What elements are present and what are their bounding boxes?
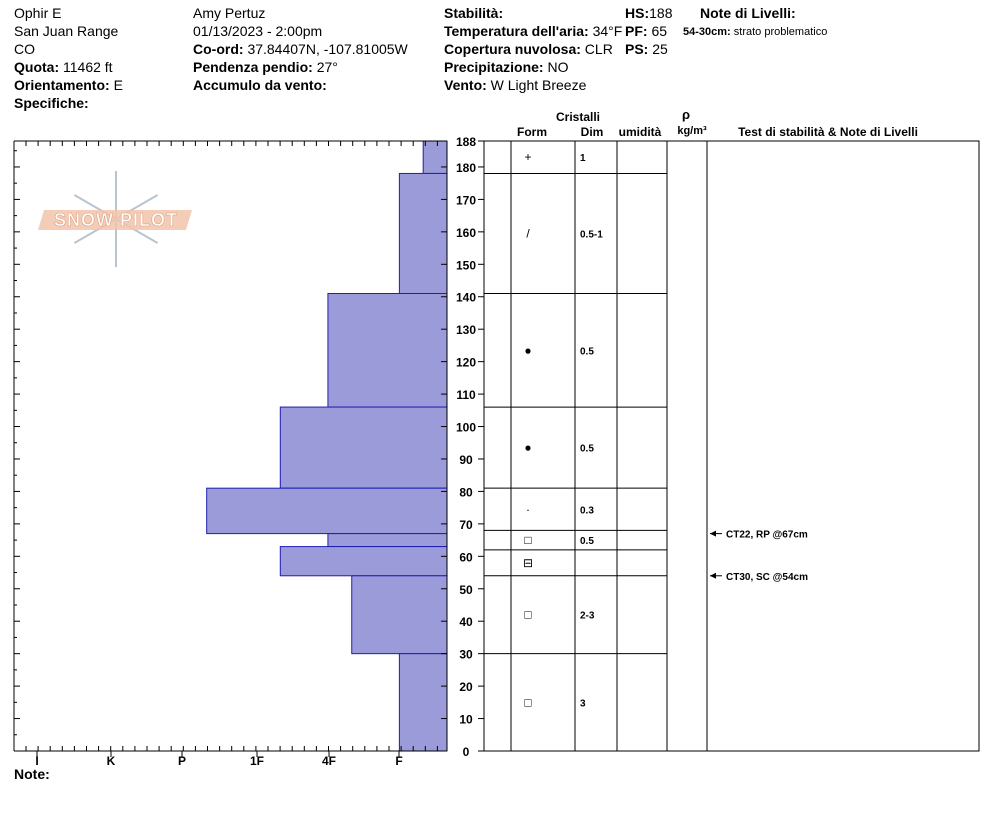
hardness-bar: [328, 294, 447, 408]
grain-form-symbol: □: [524, 695, 532, 710]
wind-label: Vento:: [444, 77, 487, 93]
ps-label: PS:: [625, 41, 649, 57]
specifics-label: Specifiche:: [14, 95, 89, 111]
grain-size-label: 0.3: [580, 505, 594, 517]
hardness-bar: [280, 547, 447, 576]
test-arrow-head: [710, 531, 716, 537]
moisture-header: umidità: [618, 125, 662, 139]
grain-form-symbol: ●: [524, 343, 532, 358]
grain-form-symbol: ⊟: [522, 555, 534, 570]
depth-tick-label: 50: [459, 582, 473, 597]
hs-label: HS:: [625, 5, 650, 21]
grain-size-label: 0.5: [580, 443, 594, 455]
depth-tick-label: 110: [456, 388, 476, 403]
grain-size-label: 3: [580, 698, 586, 710]
hardness-bar: [352, 576, 447, 654]
dim-header: Dim: [580, 125, 604, 139]
range: San Juan Range: [14, 23, 119, 39]
observer: Amy Pertuz: [193, 5, 266, 21]
depth-tick-label: 80: [459, 485, 473, 500]
test-label: CT22, RP @67cm: [726, 529, 808, 541]
ps-value: 25: [652, 41, 668, 57]
elevation-value: 11462 ft: [63, 59, 113, 75]
density-symbol: ρ: [681, 107, 691, 122]
grain-table: [484, 107, 979, 751]
grain-size-label: 0.5-1: [580, 229, 603, 241]
crystals-header: Cristalli: [555, 110, 601, 124]
hardness-tick-label: P: [177, 754, 187, 768]
grain-size-label: 2-3: [580, 610, 595, 622]
test-arrow-head: [710, 573, 716, 579]
hardness-bar: [328, 534, 447, 547]
depth-tick-label: 70: [459, 517, 473, 532]
air-temp-label: Temperatura dell'aria:: [444, 23, 589, 39]
depth-tick-label: 170: [455, 193, 477, 208]
hardness-tick-label: K: [106, 754, 116, 768]
stability-label: Stabilità:: [444, 5, 504, 21]
hardness-bars: [207, 141, 447, 751]
depth-tick-label: 20: [459, 680, 473, 695]
slope-value: 27°: [316, 59, 338, 75]
location: Ophir E: [14, 5, 62, 21]
aspect-value: E: [113, 77, 123, 93]
layer-note-depth: 54-30cm:: [683, 26, 731, 38]
hardness-tick-label: 1F: [249, 754, 265, 768]
depth-tick-label: 120: [455, 355, 477, 370]
wind-loading-label: Accumulo da vento:: [193, 77, 327, 93]
hardness-bar: [399, 173, 447, 293]
air-temp-value: 34°F: [592, 23, 623, 39]
test-label: CT30, SC @54cm: [726, 571, 809, 583]
depth-tick-label: 30: [459, 647, 473, 662]
grain-form-symbol: ·: [526, 502, 530, 517]
grain-form-symbol: +: [524, 150, 532, 165]
form-header: Form: [517, 125, 547, 139]
wind-value: W Light Breeze: [490, 77, 587, 93]
hardness-bar: [207, 488, 447, 533]
cloud-label: Copertura nuvolosa:: [444, 41, 581, 57]
hardness-tick-label: 4F: [321, 754, 337, 768]
slope-label: Pendenza pendio:: [193, 59, 313, 75]
depth-tick-label: 188: [455, 135, 477, 149]
grain-form-symbol: □: [524, 533, 532, 548]
depth-tick-label: 0: [462, 745, 470, 759]
pf-value: 65: [651, 23, 668, 39]
hardness-bar: [280, 407, 447, 488]
notes-label: Note:: [14, 766, 50, 782]
layer-notes-label: Note di Livelli:: [700, 5, 796, 21]
depth-tick-label: 40: [459, 615, 473, 630]
aspect-label: Orientamento:: [14, 77, 110, 93]
density-unit-header: kg/m³: [677, 125, 707, 137]
tests-header: Test di stabilità & Note di Livelli: [738, 125, 918, 139]
grain-form-symbol: /: [526, 226, 530, 241]
grain-form-symbol: ●: [524, 440, 532, 455]
grain-size-label: 0.5: [580, 536, 594, 548]
coord-value: 37.84407N, -107.81005W: [247, 41, 408, 57]
grain-form-symbol: □: [524, 607, 532, 622]
elevation-label: Quota:: [14, 59, 60, 75]
depth-tick-label: 90: [459, 452, 473, 467]
hardness-bar: [399, 654, 447, 751]
precip-value: NO: [547, 59, 569, 75]
hardness-tick-label: F: [395, 754, 403, 768]
snowpilot-logo: [38, 171, 192, 267]
grain-size-label: 1: [580, 153, 586, 165]
grain-size-label: 0.5: [580, 346, 594, 358]
hardness-bar: [423, 141, 447, 173]
depth-tick-label: 100: [455, 420, 477, 435]
grain-table-frame: [484, 141, 979, 751]
depth-tick-label: 60: [459, 550, 473, 565]
depth-tick-label: 130: [455, 323, 477, 338]
depth-tick-label: 10: [459, 712, 473, 727]
depth-tick-label: 150: [455, 258, 477, 273]
layer-note-text: strato problematico: [733, 26, 828, 38]
depth-tick-label: 160: [455, 225, 477, 240]
precip-label: Precipitazione:: [444, 59, 544, 75]
depth-tick-label: 140: [455, 290, 477, 305]
depth-tick-label: 180: [455, 160, 477, 175]
pf-label: PF:: [625, 23, 648, 39]
logo-text: SNOW PILOT: [54, 210, 178, 230]
datetime: 01/13/2023 - 2:00pm: [193, 23, 323, 39]
coord-label: Co-ord:: [193, 41, 244, 57]
hardness-tick-label: I: [35, 754, 39, 768]
hs-value: 188: [649, 5, 673, 21]
cloud-value: CLR: [584, 41, 613, 57]
state: CO: [14, 41, 35, 57]
